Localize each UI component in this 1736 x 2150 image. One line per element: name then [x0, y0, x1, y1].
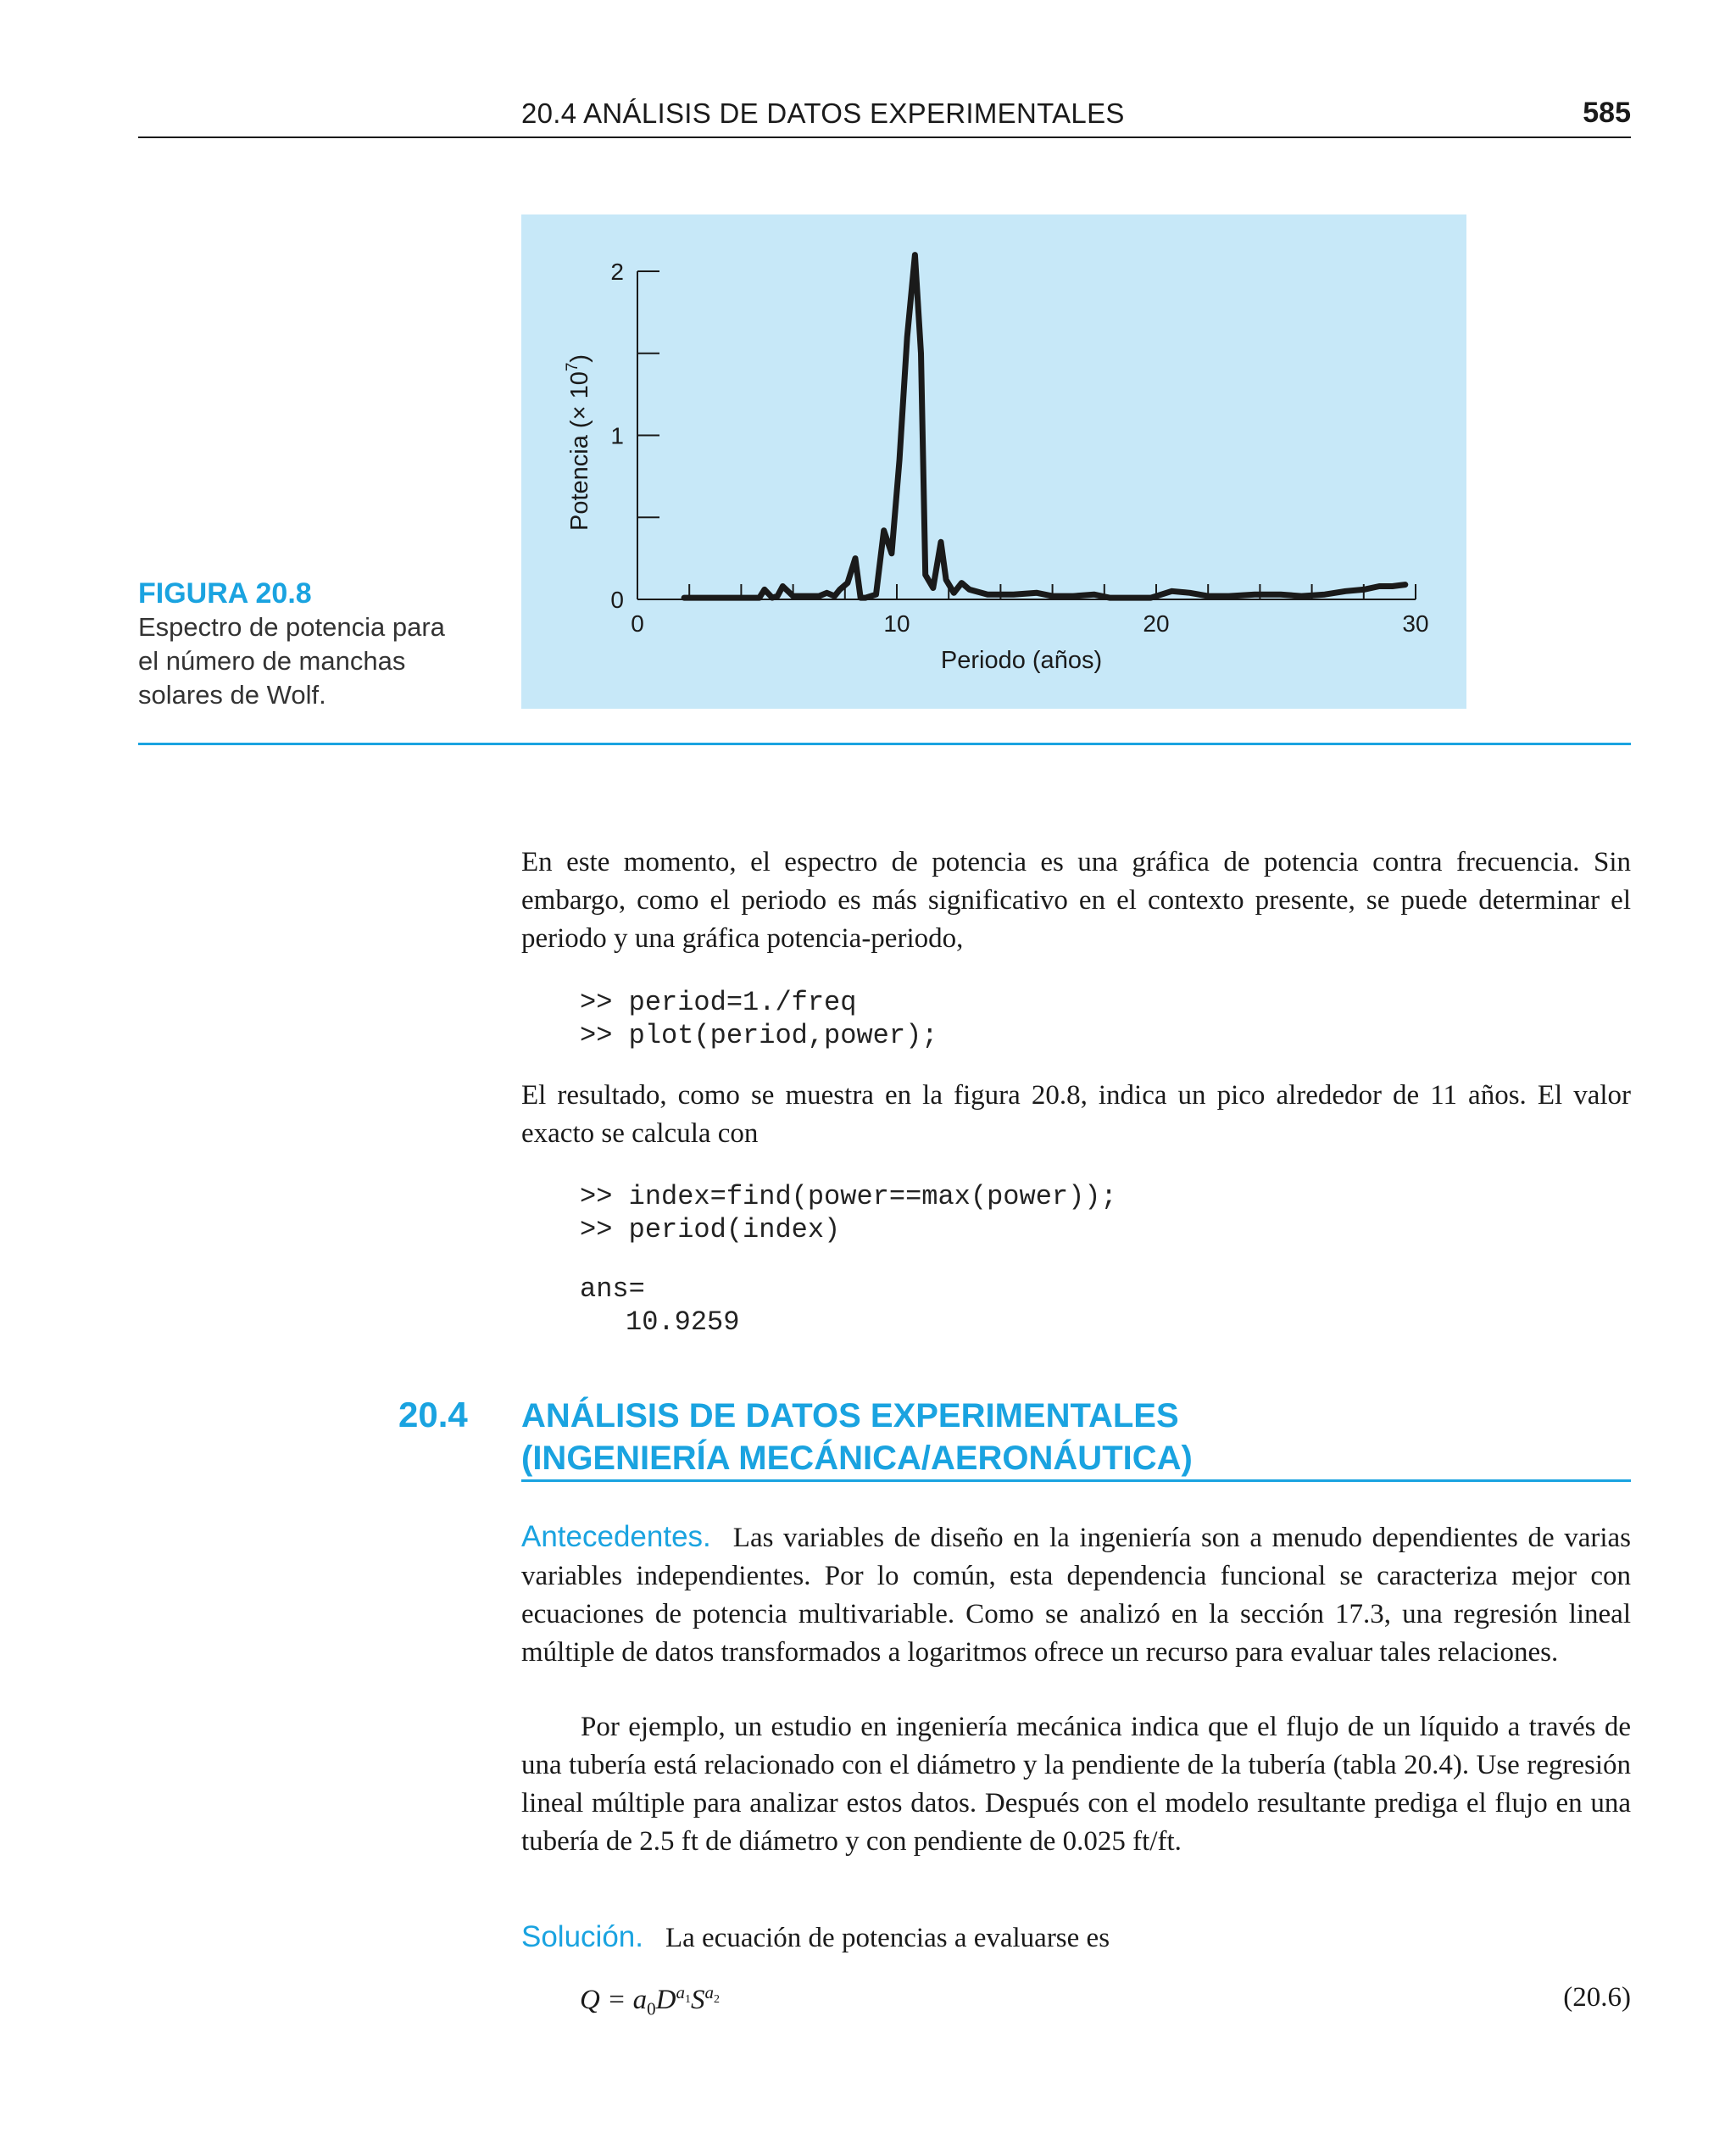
caption-line: solares de Wolf. — [138, 680, 326, 710]
power-series-line — [684, 255, 1405, 598]
x-tick-label: 0 — [631, 610, 644, 637]
paragraph-text: La ecuación de potencias a evaluarse es — [665, 1923, 1110, 1953]
caption-line: Espectro de potencia para — [138, 612, 445, 642]
eq-var: D — [655, 1985, 676, 2015]
code-line: >> plot(period,power); — [580, 1020, 938, 1051]
code-output — [580, 1273, 739, 1339]
equation — [580, 1982, 720, 2020]
paragraph: Por ejemplo, un estudio en ingeniería mecánica indica que el flujo de un líquido a través de una tubería está relacionado con el diámetro y la pendiente de la tubería (tabla 20.4). Use regresión lineal múltiple para analizar estos datos. Después con el modelo resultante prediga el flujo en una tubería de 2.5 ft de diámetro y con pendiente de 0.025 ft/ft. — [521, 1712, 1631, 1857]
y-axis-label — [564, 354, 593, 531]
figure-rule — [138, 743, 1631, 745]
figure-number: FIGURA 20.8 — [138, 577, 312, 610]
eq-sub: 0 — [647, 1998, 656, 2019]
section-rule — [521, 1479, 1631, 1482]
output-value: 10.9259 — [626, 1306, 740, 1338]
paragraph-text: Las variables de diseño en la ingeniería son a menudo dependientes de varias variables independientes. Por lo común, esta dependencia funcional se caracteriza mejor con ecuaciones de potencia multivariable. Como se analizó en la sección 17.3, una regresión lineal múltiple de datos transformados a logaritmos ofrece un recurso para evaluar tales relaciones. — [521, 1523, 1631, 1668]
eq-exp: a2 — [704, 1982, 720, 2007]
output-label: ans= — [580, 1273, 645, 1305]
y-tick-label: 0 — [610, 587, 624, 613]
x-tick-label: 30 — [1402, 610, 1429, 637]
y-axis-label-space — [566, 398, 593, 405]
figure-label-block — [138, 576, 477, 712]
x-axis-label: Periodo (años) — [940, 647, 1103, 674]
code-line: >> period=1./freq — [580, 987, 857, 1018]
section-title-line: ANÁLISIS DE DATOS EXPERIMENTALES — [521, 1397, 1179, 1434]
code-block — [580, 986, 938, 1052]
page-number: 585 — [1583, 97, 1631, 129]
figure-panel — [521, 214, 1466, 709]
paragraph: El resultado, como se muestra en la figura 20.8, indica un pico alrededor de 11 años. El valor exacto se calcula con — [521, 1080, 1631, 1149]
paragraph: En este momento, el espectro de potencia es una gráfica de potencia contra frecuencia. Sin embargo, como el periodo es más significativo en el contexto presente, se puede determinar el periodo y una gráfica potencia-periodo, — [521, 847, 1631, 954]
section-title — [521, 1395, 1193, 1479]
eq-exp: a1 — [676, 1982, 691, 2007]
running-header-title: 20.4 ANÁLISIS DE DATOS EXPERIMENTALES — [521, 97, 1125, 129]
code-line: >> period(index) — [580, 1214, 841, 1245]
header-rule — [138, 136, 1631, 138]
x-tick-label: 10 — [883, 610, 910, 637]
eq-lhs: Q = a — [580, 1985, 648, 2015]
code-block — [580, 1180, 1117, 1246]
y-axis-label-exponent: 7 — [564, 362, 581, 372]
y-tick-label: 1 — [610, 422, 624, 449]
chart-axes — [610, 259, 1428, 637]
runin-heading: Antecedentes. — [521, 1520, 711, 1553]
caption-line: el número de manchas — [138, 646, 406, 676]
equation-number: (20.6) — [1563, 1982, 1631, 2013]
eq-var: S — [690, 1985, 705, 2015]
y-tick-label: 2 — [610, 259, 624, 285]
x-tick-label: 20 — [1143, 610, 1170, 637]
y-axis-label-main: Potencia ( — [566, 420, 593, 531]
y-axis-label-times: × — [566, 405, 593, 421]
runin-heading: Solución. — [521, 1920, 643, 1953]
paragraph — [521, 1518, 1631, 1672]
power-spectrum-chart — [521, 214, 1466, 709]
y-axis-label-base: 10 — [566, 371, 593, 399]
section-title-line: (INGENIERÍA MECÁNICA/AERONÁUTICA) — [521, 1440, 1193, 1477]
figure-caption — [138, 610, 486, 712]
section-number: 20.4 — [398, 1395, 468, 1434]
y-axis-label-close: ) — [566, 354, 593, 363]
code-line: >> index=find(power==max(power)); — [580, 1181, 1117, 1212]
paragraph — [521, 1918, 1631, 1958]
